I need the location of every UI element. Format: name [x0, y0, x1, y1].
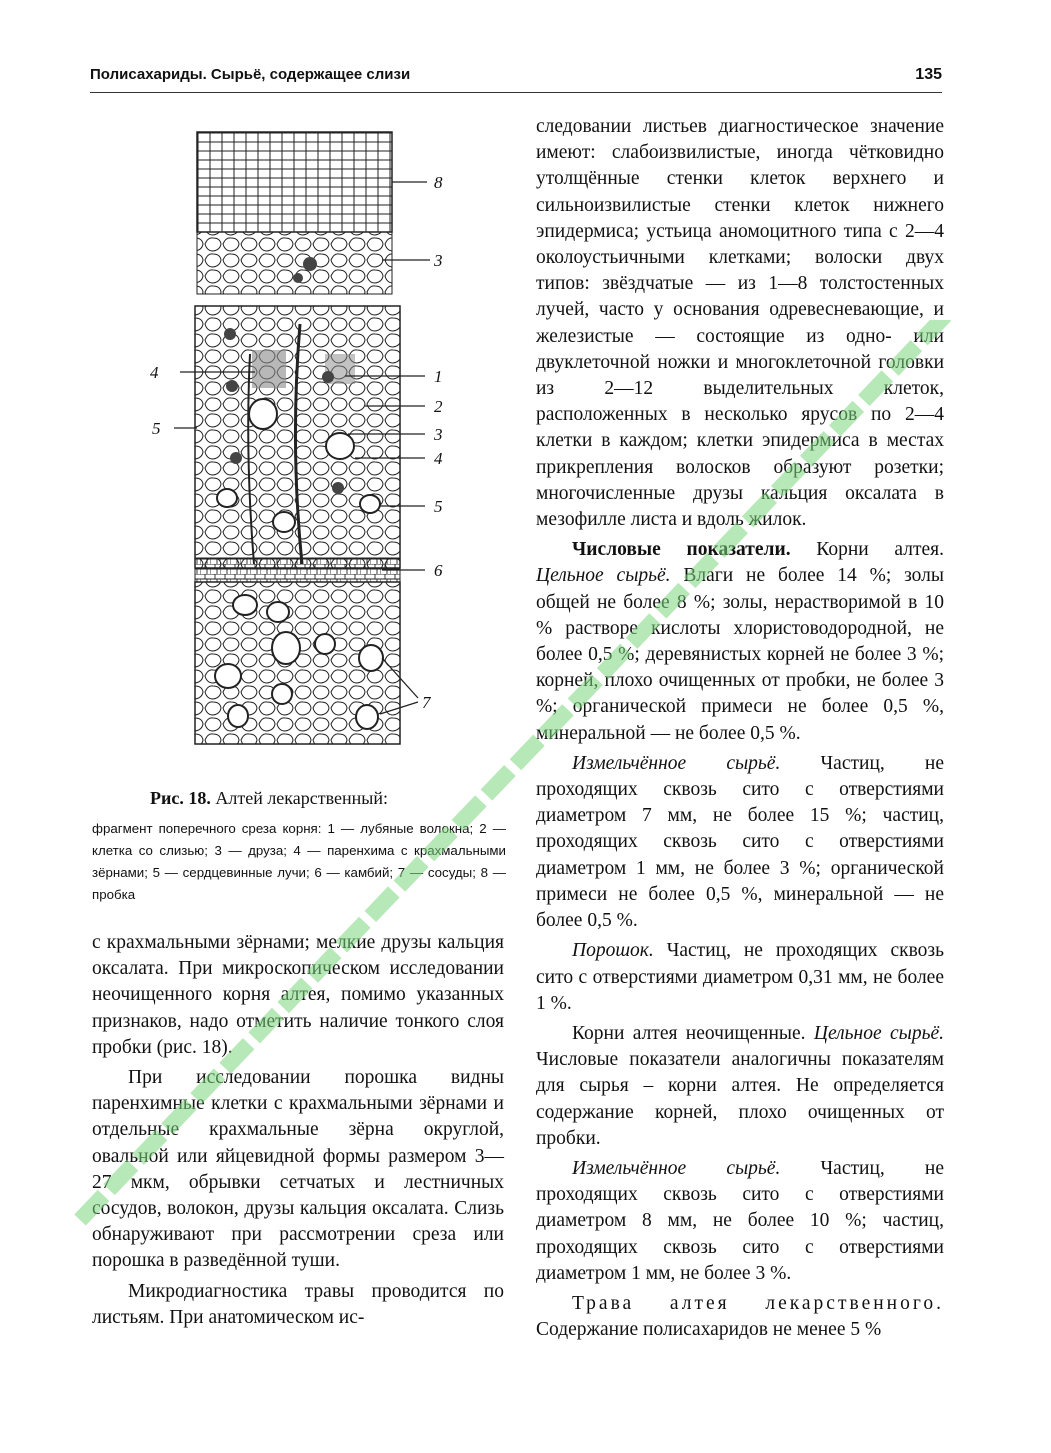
label-1-bast-fibres: 1 — [434, 367, 443, 386]
right-paragraph-herb — [536, 1291, 944, 1343]
label-3-druse-top: 3 — [434, 251, 443, 270]
header-title: Полисахариды. Сырьё, содержащее слизи — [90, 66, 411, 83]
label-7-vessels: 7 — [422, 693, 431, 712]
label-3-druse: 3 — [434, 425, 443, 444]
left-paragraph-2: При исследовании порошка видны паренхимные клетки с крахмальными зёрнами и отдельные крахмальные зёрна округлой, овальной или яйцевидной формы размером 3—27 мкм, обрывки сетчатых и лестничных сосудов, волокон, друзы кальция оксалата. Слизь обнаруживают при рассмотрении среза или порошка в разведённой туши. — [92, 1067, 504, 1272]
numeric-indicators-text: Влаги не более 14 %; золы общей не более 8 %; золы, нерастворимой в 10 % растворе кислоты хлористоводородной, не более 0,5 %; деревянистых корней не более 3 %; корней, плохо очищенных от пробки, не более 3 %; органической примеси не более 0,5 %, минеральной — не более 0,5 %. — [536, 565, 944, 744]
label-5-left: 5 — [152, 419, 161, 438]
right-paragraph-unpeeled-crushed — [536, 1156, 944, 1287]
running-header — [90, 62, 942, 93]
right-paragraph-unpeeled — [536, 1021, 944, 1152]
right-paragraph-powder — [536, 938, 944, 1017]
left-paragraph-3: Микродиагностика травы проводится по листьям. При анатомическом ис- — [92, 1280, 504, 1328]
crushed-raw-label: Измельчённое сырьё. — [572, 752, 781, 774]
figure-number: Рис. 18. — [150, 788, 211, 808]
label-4-left: 4 — [150, 363, 159, 382]
numeric-indicators-heading: Числовые показатели. — [572, 539, 791, 561]
herb-text: Содержание полисахаридов не менее 5 % — [536, 1319, 882, 1341]
right-paragraph-1: следовании листьев диагностическое значение имеют: слабоизвилистые, иногда чётковидно утолщённые стенки клеток верхнего и сильноизвилистые стенки клеток нижнего эпидермиса; устьица аномоцитного типа с 2—4 околоустьичными клетками; волоски двух типов: звёздчатые — из 1—8 толстостенных лучей, часто у основания одревесневающие, и железистые — состоящие из одно- или двуклеточной ножки и многоклеточной головки из 2—12 выделительных клеток, расположенных в несколько ярусов по 2—4 клетки в каждом; клетки эпидермиса в местах прикрепления волосков образуют розетки; многочисленные друзы кальция оксалата в мезофилле листа и вдоль жилок. — [536, 116, 944, 531]
herb-heading: Трава алтея лекарственного. — [572, 1292, 944, 1314]
unpeeled-crushed-text: Частиц, не проходящих сквозь сито с отверстиями диаметром 8 мм, не более 10 %; частиц, проходящих сквозь сито с отверстиями диаметром 1 мм, не более 3 %. — [536, 1157, 944, 1284]
powder-label: Порошок. — [572, 940, 654, 962]
cross-section-drawing — [150, 124, 460, 754]
right-column — [536, 114, 944, 1347]
right-paragraph-crushed — [536, 751, 944, 934]
right-paragraph-numeric-indicators — [536, 537, 944, 747]
numeric-indicators-lead: Корни алтея. — [790, 539, 944, 561]
page-number: 135 — [915, 66, 942, 83]
crushed-raw-text: Частиц, не проходящих сквозь сито с отверстиями диаметром 7 мм, не более 15 %; частиц, проходящих сквозь сито с отверстиями диаметром 1 мм, не более 3 %; органической примеси не более 0,5 %, минеральной — не более 0,5 %. — [536, 752, 944, 932]
label-4-parenchyma: 4 — [434, 449, 443, 468]
label-2-mucilage-cell: 2 — [434, 397, 443, 416]
left-column — [92, 930, 504, 1335]
label-5-rays: 5 — [434, 497, 443, 516]
figure-name: Алтей лекарственный: — [215, 788, 388, 808]
label-8-cork: 8 — [434, 173, 443, 192]
label-6-cambium: 6 — [434, 561, 443, 580]
unpeeled-lead: Корни алтея неочищенные. — [572, 1022, 814, 1044]
root-cross-section-figure — [150, 124, 460, 754]
unpeeled-text: Числовые показатели аналогичны показателям для сырья – корни алтея. Не определяется содержание корней, плохо очищенных от пробки. — [536, 1049, 944, 1149]
unpeeled-crushed-label: Измельчённое сырьё. — [572, 1157, 781, 1179]
figure-caption-text: фрагмент поперечного среза корня: 1 — лубяные волокна; 2 — клетка со слизью; 3 — друза; 4 — паренхима с крахмальными зёрнами; 5 — сердцевинные лучи; 6 — камбий; 7 — сосуды; 8 — пробка — [92, 821, 506, 902]
unpeeled-whole-label: Цельное сырьё. — [813, 1022, 944, 1044]
powder-text: Частиц, не проходящих сквозь сито с отверстиями диаметром 0,31 мм, не более 1 %. — [536, 940, 944, 1014]
figure-caption-title — [150, 788, 500, 809]
left-paragraph-1: с крахмальными зёрнами; мелкие друзы кальция оксалата. При микроскопическом исследовании неочищенного корня алтея, помимо указанных признаков, надо отметить наличие тонкого слоя пробки (рис. 18). — [92, 932, 504, 1058]
whole-raw-label: Цельное сырьё. — [536, 565, 671, 587]
